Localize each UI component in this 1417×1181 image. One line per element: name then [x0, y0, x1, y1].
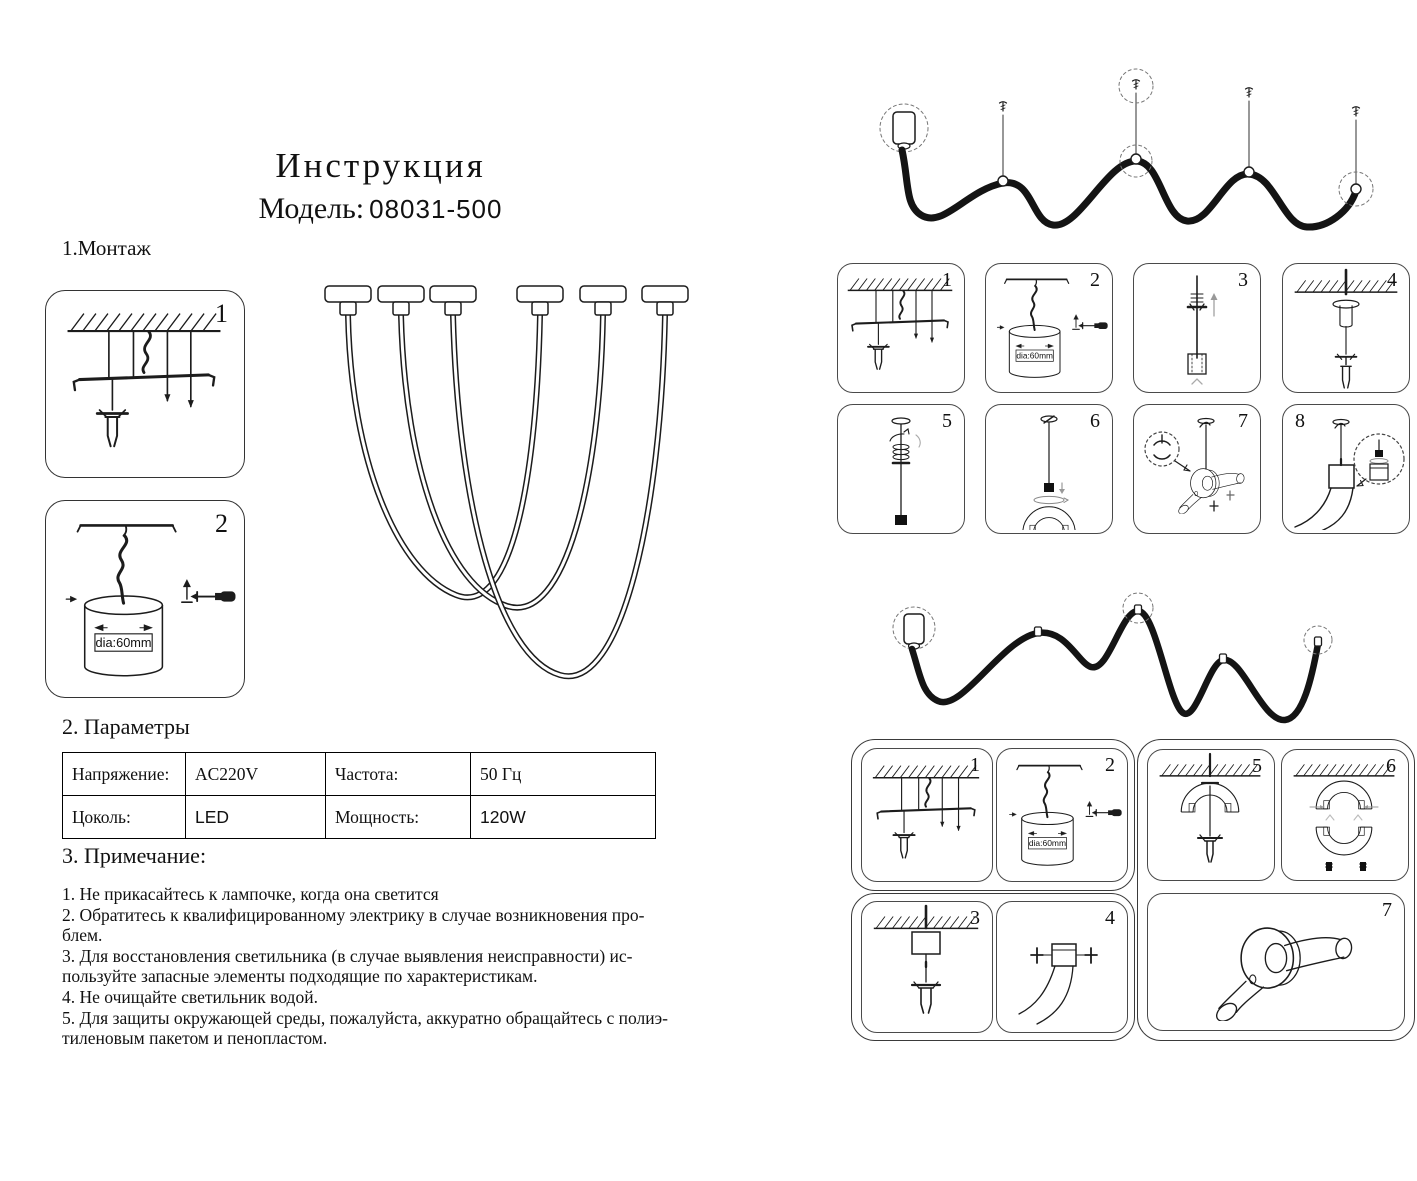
param-label: Мощность: [326, 796, 471, 839]
model-number: 08031-500 [369, 194, 503, 224]
note-line: блем. [62, 925, 103, 946]
note-line: 4. Не очищайте светильник водой. [62, 986, 318, 1007]
step-number: 5 [1252, 755, 1262, 777]
notes-section-label: 3. Примечание: [62, 843, 207, 868]
step-panel-4 [1282, 263, 1410, 393]
step-number: 7 [1382, 899, 1392, 921]
ceiling-cap [378, 286, 424, 315]
montage-step-box-2 [45, 500, 245, 698]
step-number: 3 [1238, 269, 1248, 291]
note-line: 2. Обратитесь к квалифицированному электрику в случае возникновения про- [62, 904, 645, 925]
step-number: 2 [1090, 269, 1100, 291]
header [228, 146, 533, 226]
step-panel-8 [1282, 404, 1410, 534]
page-title: Инструкция [275, 146, 486, 185]
step-number: 6 [1386, 755, 1396, 777]
bottom-step-panel-4 [996, 901, 1128, 1033]
ceiling-cap [430, 286, 476, 315]
step-number: 2 [1105, 754, 1115, 776]
canopy-diagram [46, 501, 242, 694]
table-row [63, 796, 656, 839]
param-label: Частота: [326, 753, 471, 796]
note-line: 1. Не прикасайтесь к лампочке, когда она светится [62, 884, 439, 904]
note-line: пользуйте запасные элементы подходящие по характеристикам. [62, 966, 538, 987]
bottom-step-panel-7 [1147, 893, 1405, 1031]
step-number: 4 [1387, 269, 1397, 291]
bottom-step-panel-2 [996, 748, 1128, 882]
pendant-lamp-product-diagram [293, 272, 718, 702]
step-number: 1 [215, 299, 228, 328]
montage-step-box-1 [45, 290, 245, 478]
step-number: 3 [970, 907, 980, 929]
step-panel-6 [985, 404, 1113, 534]
step-panel-2 [985, 263, 1113, 393]
param-value: 50 Гц [471, 753, 656, 796]
ceiling-cap [517, 286, 563, 315]
note-line: тиленовым пакетом и пенопластом. [62, 1028, 328, 1049]
step-number: 1 [970, 754, 980, 776]
params-table [62, 752, 656, 839]
step-panel-1 [837, 263, 965, 393]
notes-list [62, 884, 668, 1049]
param-value: AC220V [186, 753, 326, 796]
wall-cord-overview-bottom [862, 582, 1362, 747]
bottom-step-panel-6 [1281, 749, 1409, 881]
bottom-step-panel-1 [861, 748, 993, 882]
step-number: 7 [1238, 410, 1248, 432]
wall-cord-overview-top [855, 62, 1415, 254]
ceiling-cap [642, 286, 688, 315]
note-line: 5. Для защиты окружающей среды, пожалуйста, аккуратно обращайтесь с полиэ- [62, 1007, 668, 1028]
step-number: 4 [1105, 907, 1115, 929]
params-section-label: 2. Параметры [62, 714, 190, 739]
step-number: 8 [1295, 410, 1305, 432]
model-label: Модель: [258, 192, 365, 225]
montage-section-label: 1.Монтаж [62, 236, 151, 260]
ceiling-bracket-diagram [46, 291, 242, 474]
step-panel-7 [1133, 404, 1261, 534]
step-number: 1 [942, 269, 952, 291]
step-panel-3 [1133, 263, 1261, 393]
param-label: Напряжение: [63, 753, 186, 796]
ring-on-tube-diagram [1148, 894, 1402, 1027]
note-line: 3. Для восстановления светильника (в случае выявления неисправности) ис- [62, 945, 633, 966]
ceiling-cap [325, 286, 371, 315]
param-value: LED [186, 796, 326, 839]
step-panel-5 [837, 404, 965, 534]
param-label: Цоколь: [63, 796, 186, 839]
step-number: 6 [1090, 410, 1100, 432]
param-value: 120W [471, 796, 656, 839]
bottom-step-panel-3 [861, 901, 993, 1033]
step-number: 2 [215, 509, 228, 538]
step-number: 5 [942, 410, 952, 432]
table-row [63, 753, 656, 796]
ceiling-cap [580, 286, 626, 315]
bottom-step-panel-5 [1147, 749, 1275, 881]
